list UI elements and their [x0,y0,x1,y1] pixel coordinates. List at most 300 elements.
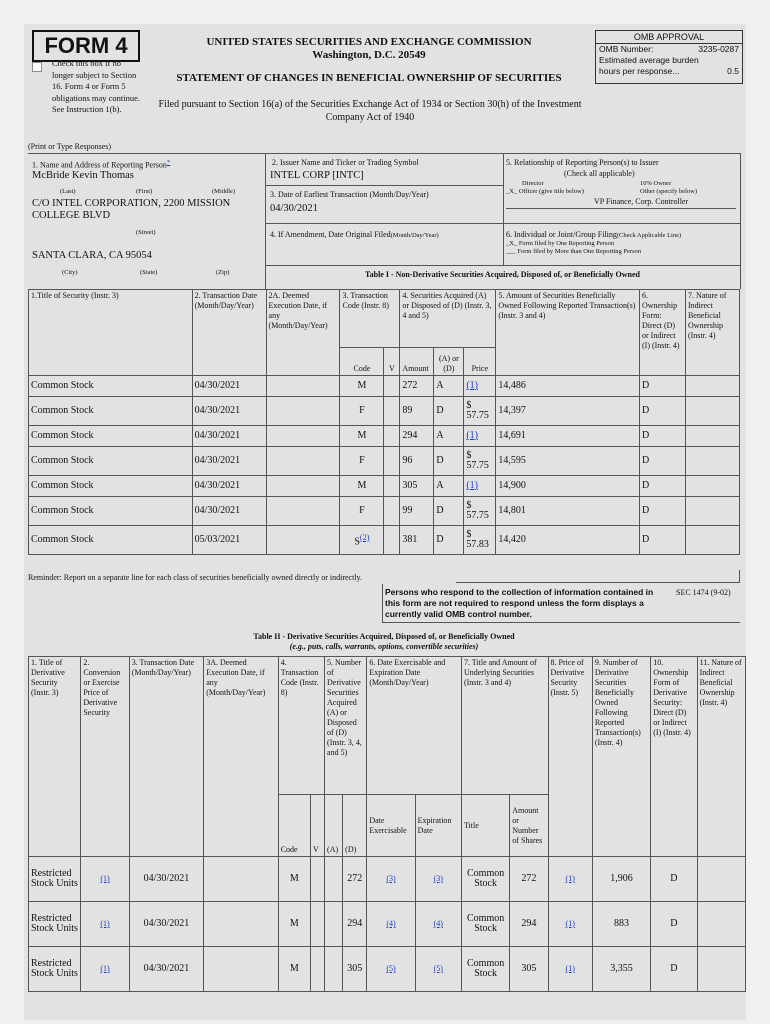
reporting-city: SANTA CLARA, CA 95054 [32,250,152,261]
amount-value: 294 [402,430,418,441]
derivative-title-value: Restricted Stock Units [31,913,78,934]
acquired-disposed [434,447,464,476]
v-flag [310,857,324,902]
reporting-person-label: 1. Name and Address of Reporting Person* [32,159,171,170]
transaction-date [192,497,266,526]
table-row [29,447,740,476]
derivative-title-value: Restricted Stock Units [31,868,78,889]
first-label: (First) [136,188,153,195]
transaction-date-value: 04/30/2021 [143,918,190,929]
derivative-price-value[interactable]: (1) [565,919,575,928]
amount-value: 381 [402,534,418,545]
transaction-code [340,397,384,426]
col-securities-acquired: 4. Securities Acquired (A) or Disposed of (D) (Instr. 3, 4 and 5) [400,290,496,348]
security-title-value: Common Stock [31,405,94,416]
acquired-disposed-value: A [436,480,444,491]
security-title-value: Common Stock [31,480,94,491]
issuer-label: 2. Issuer Name and Ticker or Trading Symbol [272,158,419,167]
col-nature-ownership: 11. Nature of Indirect Beneficial Ownership (Instr. 4) [697,657,745,857]
check-applicable: (Check all applicable) [564,169,635,178]
number-owned [592,902,650,947]
price [464,526,496,555]
transaction-code-value: M [289,963,299,974]
conversion-price-value[interactable]: (1) [100,964,110,973]
sub-d: (D) [343,795,367,857]
ownership-form [639,526,685,555]
deemed-date [204,947,279,992]
disposed-value: 272 [347,873,363,884]
disposed [343,857,367,902]
security-title-value: Common Stock [31,534,94,545]
deemed-date [266,397,340,426]
city-label: (City) [62,269,78,276]
price[interactable] [464,476,496,497]
security-title-value: Common Stock [31,505,94,516]
ownership-form [639,476,685,497]
disposed-value: 305 [347,963,363,974]
amount-owned-value: 14,397 [498,405,526,416]
derivative-table [28,656,746,992]
transaction-code [340,497,384,526]
amount-owned [496,397,640,426]
security-title-value: Common Stock [31,380,94,391]
sub-title: Title [461,795,509,857]
acquired [325,902,343,947]
nature-ownership [685,426,739,447]
acquired-disposed [434,376,464,397]
nature-ownership [685,526,739,555]
v-flag [384,526,400,555]
sec-number: SEC 1474 (9-02) [676,588,731,597]
security-title [29,526,193,555]
col-number-derivative: 5. Number of Derivative Securities Acquired (A) or Disposed of (D) (Instr. 3, 4, and 5) [325,657,367,795]
price-value[interactable]: (1) [466,380,478,391]
nature-ownership [685,476,739,497]
col-nature-ownership: 7. Nature of Indirect Beneficial Ownership (Instr. 4) [685,290,739,376]
ownership-form-value: D [670,963,678,974]
ten-percent-owner-option[interactable]: 10% Owner [640,180,672,187]
nature-ownership [685,497,739,526]
transaction-date [192,426,266,447]
transaction-date-value: 04/30/2021 [194,430,241,441]
v-flag [310,947,324,992]
reminder-text: Reminder: Report on a separate line for each class of securities beneficially owned directly or indirectly. [28,573,363,582]
deemed-date [204,857,279,902]
deemed-date [266,497,340,526]
col-conversion-price: 2. Conversion or Exercise Price of Derivative Security [81,657,129,857]
transaction-code-value: M [357,480,367,491]
transaction-date-value: 04/30/2021 [194,480,241,491]
non-derivative-table [28,289,740,555]
deemed-date [266,426,340,447]
ownership-form-value: D [641,480,650,491]
footnote-link[interactable]: (2) [359,532,370,542]
transaction-code [340,476,384,497]
security-title [29,397,193,426]
conversion-price-value[interactable]: (1) [100,874,110,883]
transaction-date [192,397,266,426]
transaction-code [278,857,310,902]
amount [400,447,434,476]
acquired-disposed-value: D [436,505,444,516]
date-exercisable[interactable] [367,902,415,947]
transaction-code-value: F [359,505,365,516]
reporting-person-name: McBride Kevin Thomas [32,170,134,181]
amount [400,397,434,426]
officer-option[interactable]: _X_ Officer (give title below) [506,188,584,195]
acquired-disposed-value: A [436,430,444,441]
amount-owned-value: 14,595 [498,455,526,466]
underlying-title-value: Common Stock [467,958,505,979]
underlying-amount [510,902,548,947]
date-exercisable[interactable] [367,857,415,902]
amount-owned-value: 14,900 [498,480,526,491]
transaction-date [129,947,204,992]
amount-owned [496,526,640,555]
no-longer-subject-checkbox[interactable] [32,62,42,72]
col-number-owned: 9. Number of Derivative Securities Beneficially Owned Following Reported Transaction(s) (Instr. 4) [592,657,650,857]
transaction-code-value: F [359,405,365,416]
underlying-title [461,902,509,947]
persons-notice: Persons who respond to the collection of information contained in this form are not required to respond unless the form displays a currently valid OMB control number. [385,587,654,619]
statement-title: STATEMENT OF CHANGES IN BENEFICIAL OWNERSHIP OF SECURITIES [176,72,562,84]
state-label: (State) [140,269,158,276]
expiration-date[interactable] [415,857,461,902]
other-option[interactable]: Other (specify below) [640,188,698,195]
col-transaction-code: 3. Transaction Code (Instr. 8) [340,290,400,348]
nature-ownership [697,947,745,992]
date-exercisable-value[interactable]: (3) [386,874,396,883]
amount [400,426,434,447]
transaction-date-value: 04/30/2021 [194,505,241,516]
amount-owned [496,476,640,497]
date-exercisable-value[interactable]: (5) [386,964,396,973]
amount-owned-value: 14,691 [498,430,526,441]
conversion-price-value[interactable]: (1) [100,919,110,928]
number-owned-value: 883 [614,918,630,929]
v-flag [384,497,400,526]
conversion-price[interactable] [81,902,129,947]
transaction-code-value: M [289,873,299,884]
security-title [29,476,193,497]
security-title [29,447,193,476]
col-deemed-date: 2A. Deemed Execution Date, if any (Month/Day/Year) [266,290,340,376]
ownership-form [651,857,697,902]
transaction-date [129,902,204,947]
table-row [29,902,746,947]
sub-code: Code [340,348,384,376]
middle-label: (Middle) [212,188,236,195]
sub-expiration-date: Expiration Date [415,795,461,857]
reporting-address: C/O INTEL CORPORATION, 2200 MISSION COLLEGE BLVD [32,198,231,221]
disposed-value: 294 [347,918,363,929]
number-owned [592,857,650,902]
price [464,397,496,426]
sub-code: Code [278,795,310,857]
price-value: $ 57.83 [466,529,489,550]
deemed-date [266,447,340,476]
price-value: $ 57.75 [466,450,489,471]
transaction-code [340,526,384,555]
conversion-price[interactable] [81,857,129,902]
price[interactable] [464,426,496,447]
nature-ownership [697,902,745,947]
acquired-disposed-value: D [436,534,444,545]
filing-label: 6. Individual or Joint/Group Filing(Check Applicable Line) [506,230,682,239]
nature-ownership [697,857,745,902]
amount-owned-value: 14,420 [498,534,526,545]
zip-label: (Zip) [216,269,230,276]
amount-value: 99 [402,505,413,516]
security-title [29,497,193,526]
relationship-label: 5. Relationship of Reporting Person(s) to Issuer [506,158,659,167]
transaction-date-value: 04/30/2021 [194,455,241,466]
table-row [29,397,740,426]
security-title [29,376,193,397]
col-amount-owned: 5. Amount of Securities Beneficially Owned Following Reported Transaction(s) (Instr. 3 and 4) [496,290,640,376]
deemed-date [266,526,340,555]
sub-a: (A) [325,795,343,857]
transaction-code [278,902,310,947]
price-value[interactable]: (1) [466,480,478,491]
form-title: FORM 4 [32,30,140,62]
derivative-title [29,857,81,902]
acquired-disposed-value: D [436,455,444,466]
table-row [29,376,740,397]
col-title-of-security: 1.Title of Security (Instr. 3) [29,290,193,376]
underlying-amount [510,857,548,902]
transaction-code [278,947,310,992]
col-transaction-date: 2. Transaction Date (Month/Day/Year) [192,290,266,376]
underlying-title [461,947,509,992]
price-value: $ 57.75 [466,400,489,421]
table1-title: Table I - Non-Derivative Securities Acquired, Disposed of, or Beneficially Owned [365,270,640,279]
sub-date-exercisable: Date Exercisable [367,795,415,857]
table-row [29,497,740,526]
col-underlying: 7. Title and Amount of Underlying Securities (Instr. 3 and 4) [461,657,548,795]
ownership-form-value: D [641,430,650,441]
nature-ownership [685,397,739,426]
amount [400,497,434,526]
conversion-price[interactable] [81,947,129,992]
transaction-code [340,426,384,447]
amount [400,476,434,497]
ownership-form [639,376,685,397]
amount-owned-value: 14,801 [498,505,526,516]
ownership-form [639,497,685,526]
v-flag [310,902,324,947]
v-flag [384,476,400,497]
price-value[interactable]: (1) [466,430,478,441]
amount-owned [496,447,640,476]
acquired-disposed [434,497,464,526]
filing-one-option[interactable]: _X_ Form filed by One Reporting Person [506,240,614,247]
underlying-amount [510,947,548,992]
sub-amount-shares: Amount or Number of Shares [510,795,548,857]
amount-value: 89 [402,405,413,416]
disposed [343,947,367,992]
ownership-form [651,902,697,947]
disposed [343,902,367,947]
derivative-price[interactable] [548,857,592,902]
col-derivative-title: 1. Title of Derivative Security (Instr. 3) [29,657,81,857]
street-label: (Street) [136,229,156,236]
v-flag [384,447,400,476]
acquired [325,947,343,992]
filing-more-option[interactable]: ___ Form filed by More than One Reporting Person [506,248,642,255]
officer-title: VP Finance, Corp. Controller [594,197,689,206]
security-title-value: Common Stock [31,430,94,441]
table-row [29,426,740,447]
transaction-date-value: 05/03/2021 [194,534,241,545]
v-flag [384,376,400,397]
amount [400,526,434,555]
date-exercisable-value[interactable]: (4) [386,919,396,928]
acquired-disposed [434,426,464,447]
print-note: (Print or Type Responses) [28,142,112,151]
earliest-date-label: 3. Date of Earliest Transaction (Month/Day/Year) [270,190,429,199]
director-option[interactable]: Director [522,180,544,187]
table-row [29,857,746,902]
expiration-date-value[interactable]: (5) [433,964,443,973]
number-owned [592,947,650,992]
transaction-date [192,447,266,476]
omb-approval-box: OMB APPROVAL OMB Number: 3235-0287 Estimated average burden hours per response... 0.5 [595,30,743,84]
col-transaction-date: 3. Transaction Date (Month/Day/Year) [129,657,204,857]
amount-value: 305 [402,480,418,491]
transaction-date [192,376,266,397]
ownership-form-value: D [641,380,650,391]
transaction-date-value: 04/30/2021 [143,873,190,884]
issuer-name: INTEL CORP [INTC] [270,170,364,181]
acquired [325,857,343,902]
amount-value: 96 [402,455,413,466]
security-title [29,426,193,447]
expiration-date-value[interactable]: (3) [433,874,443,883]
deemed-date [266,376,340,397]
ownership-form-value: D [670,873,678,884]
col-deemed-date: 3A. Deemed Execution Date, if any (Month/Day/Year) [204,657,279,857]
derivative-price[interactable] [548,947,592,992]
ownership-form-value: D [641,534,650,545]
table-row [29,526,740,555]
v-flag [384,426,400,447]
sub-amount: Amount [400,348,434,376]
agency-header: UNITED STATES SECURITIES AND EXCHANGE COMMISSION Washington, D.C. 20549 [206,36,532,61]
earliest-date: 04/30/2021 [270,203,318,214]
derivative-title-value: Restricted Stock Units [31,958,78,979]
ownership-form-value: D [641,505,650,516]
amount-value: 272 [402,380,418,391]
price[interactable] [464,376,496,397]
deemed-date [204,902,279,947]
transaction-code-value: M [357,380,367,391]
transaction-code-value: M [289,918,299,929]
underlying-title [461,857,509,902]
transaction-date-value: 04/30/2021 [194,380,241,391]
expiration-date-value[interactable]: (4) [433,919,443,928]
ownership-form [639,447,685,476]
transaction-code-value: S [354,536,360,548]
acquired-disposed [434,526,464,555]
col-ownership-form: 6. Ownership Form: Direct (D) or Indirect (I) (Instr. 4) [639,290,685,376]
transaction-date-value: 04/30/2021 [194,405,241,416]
price [464,497,496,526]
date-exercisable[interactable] [367,947,415,992]
ownership-form-value: D [641,405,650,416]
acquired-disposed [434,397,464,426]
amount-owned [496,376,640,397]
ownership-form [639,426,685,447]
transaction-code [340,447,384,476]
derivative-price-value[interactable]: (1) [565,964,575,973]
deemed-date [266,476,340,497]
v-flag [384,397,400,426]
transaction-date [192,476,266,497]
underlying-amount-value: 272 [521,873,537,884]
transaction-code [340,376,384,397]
underlying-title-value: Common Stock [467,868,505,889]
expiration-date[interactable] [415,902,461,947]
table-row [29,947,746,992]
security-title-value: Common Stock [31,455,94,466]
footnote-link[interactable]: * [166,159,171,166]
derivative-title [29,947,81,992]
amount [400,376,434,397]
checkbox-label: Check this box if no longer subject to Section 16. Form 4 or Form 5 obligations may continue. See Instruction 1(b). [52,58,141,114]
transaction-date [129,857,204,902]
amount-owned [496,497,640,526]
col-ownership-form: 10. Ownership Form of Derivative Security: Direct (D) or Indirect (I) (Instr. 4) [651,657,697,857]
transaction-date [192,526,266,555]
last-label: (Last) [60,188,76,195]
underlying-amount-value: 294 [521,918,537,929]
table-row [29,476,740,497]
acquired-disposed [434,476,464,497]
amount-owned-value: 14,486 [498,380,526,391]
transaction-code-value: M [357,430,367,441]
sub-ad: (A) or (D) [434,348,464,376]
price [464,447,496,476]
ownership-form [639,397,685,426]
expiration-date[interactable] [415,947,461,992]
derivative-price-value[interactable]: (1) [565,874,575,883]
col-transaction-code: 4. Transaction Code (Instr. 8) [278,657,324,795]
underlying-amount-value: 305 [521,963,537,974]
ownership-form [651,947,697,992]
acquired-disposed-value: A [436,380,444,391]
underlying-title-value: Common Stock [467,913,505,934]
table2-title: Table II - Derivative Securities Acquired, Disposed of, or Beneficially Owned (e.g., puts, calls, warrants, options, convertible securities) [253,632,515,651]
ownership-form-value: D [670,918,678,929]
acquired-disposed-value: D [436,405,444,416]
transaction-date-value: 04/30/2021 [143,963,190,974]
derivative-price[interactable] [548,902,592,947]
nature-ownership [685,376,739,397]
number-owned-value: 3,355 [610,963,633,974]
amount-owned [496,426,640,447]
price-value: $ 57.75 [466,500,489,521]
filed-pursuant: Filed pursuant to Section 16(a) of the Securities Exchange Act of 1934 or Section 30(h) of the Investment Company Act of 1940 [158,99,582,123]
amendment-label: 4. If Amendment, Date Original Filed(Month/Day/Year) [270,230,439,239]
col-exercise-dates: 6. Date Exercisable and Expiration Date (Month/Day/Year) [367,657,462,795]
ownership-form-value: D [641,455,650,466]
sub-v: V [310,795,324,857]
form-page [24,24,746,1020]
number-owned-value: 1,906 [610,873,633,884]
nature-ownership [685,447,739,476]
transaction-code-value: F [359,455,365,466]
